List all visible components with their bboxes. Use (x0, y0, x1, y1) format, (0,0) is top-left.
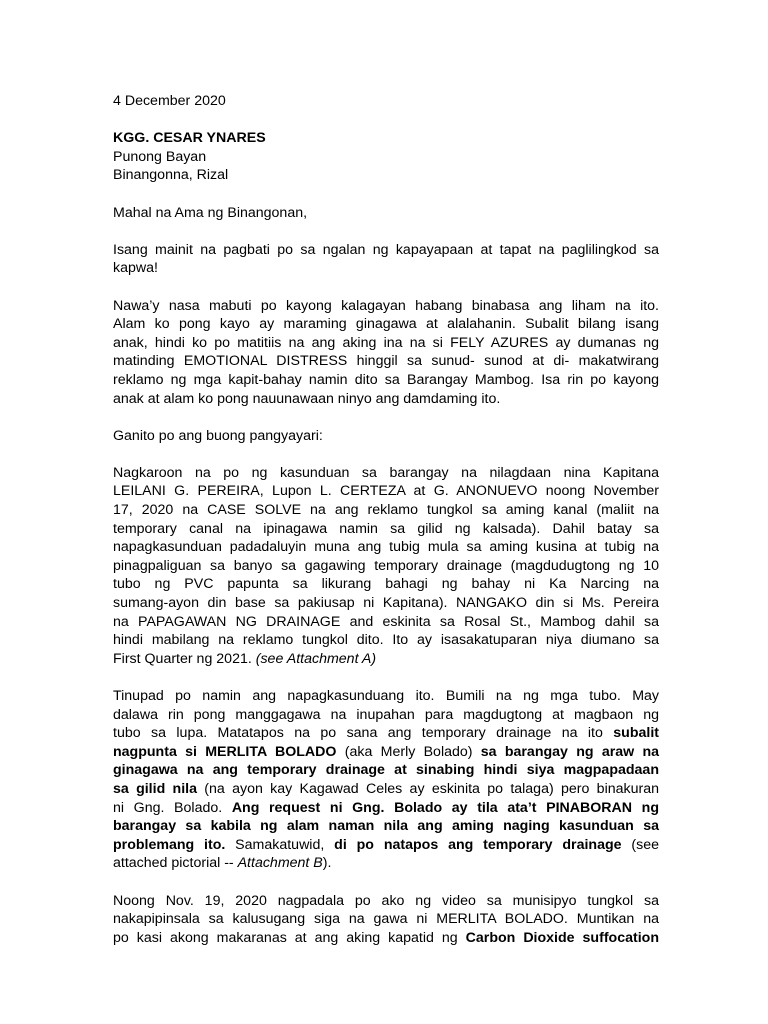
paragraph-line: pinagpaliguan sa banyo sa gagawing temporary drainage (magdudugtong ng 10 (113, 557, 659, 574)
paragraph-line (113, 724, 659, 743)
text-span: tubo sa lupa. Matatapos na po sana ang temporary drainage na ito (113, 725, 614, 742)
paragraph-drainage (113, 687, 659, 873)
paragraph-line (113, 650, 659, 669)
attachment-b-reference: Attachment B (237, 855, 323, 872)
bold-span: Carbon Dioxide suffocation (465, 929, 659, 946)
attachment-a-reference: (see Attachment A) (255, 650, 377, 667)
paragraph-line (113, 780, 659, 799)
recipient-name: KGG. CESAR YNARES (113, 130, 266, 147)
paragraph-line (113, 799, 659, 818)
bold-span: sa barangay ng araw na (480, 743, 660, 760)
paragraph-line: anak at alam ko pong nauunawaan ninyo ang damdaming ito. (113, 390, 501, 407)
paragraph-line: Nagkaroon na po ng kasunduan sa barangay na nilagdaan nina Kapitana (113, 464, 659, 481)
text-span: ). (322, 855, 332, 872)
bold-span: nagpunta si MERLITA BOLADO (113, 743, 337, 760)
paragraph-line: 17, 2020 na CASE SOLVE na ang reklamo tungkol sa aming kanal (maliit na (113, 502, 659, 519)
paragraph-line: sumang-ayon din base sa pakiusap ni Kapitana). NANGAKO din si Ms. Pereira (113, 595, 659, 612)
paragraph-line: nakapipinsala sa kalusugang siga na gawa ni MERLITA BOLADO. Muntikan na (113, 911, 659, 928)
text-span: (na ayon kay Kagawad Celes ay eskinita po talaga) pero binakuran (196, 780, 659, 797)
paragraph-line (113, 854, 659, 873)
paragraph-line: Tinupad po namin ang napagkasunduang ito. Bumili na ng mga tubo. May (113, 688, 659, 704)
paragraph-line: temporary canal na ipinagawa namin sa gilid ng kalsada). Dahil batay sa (113, 520, 659, 537)
paragraph-line: hindi mabilang na reklamo tungkol dito. Ito ay isasakatuparan niya diumano sa (113, 632, 659, 649)
paragraph-video (113, 892, 659, 948)
text-span: ni Gng. Bolado. (113, 799, 232, 816)
paragraph-line: kapwa! (113, 260, 158, 277)
paragraph-line: anak, hindi ko po matitiis na ang aking ina na si FELY AZURES ay dumanas ng (113, 334, 659, 351)
paragraph-agreement (113, 464, 659, 669)
bold-span: subalit (613, 725, 659, 742)
paragraph-line: reklamo ng mga kapit-bahay namin dito sa Barangay Mambog. Isa rin po kayong (113, 371, 659, 388)
bold-span: sa gilid nila (113, 780, 197, 797)
text-span: (see (621, 836, 659, 853)
paragraph-line (113, 929, 659, 948)
letter-date: 4 December 2020 (113, 93, 226, 109)
paragraph-greeting (113, 241, 659, 278)
paragraph-line: barangay sa kabila ng alam naman nila ang aming naging kasunduan sa (113, 818, 659, 835)
recipient-title: Punong Bayan (113, 148, 207, 165)
paragraph-line: Noong Nov. 19, 2020 nagpadala po ako ng video sa munisipyo tungkol sa (113, 892, 659, 909)
paragraph-line: matinding EMOTIONAL DISTRESS hinggil sa sunud- sunod at di- makatwirang (113, 353, 659, 370)
paragraph-line (113, 836, 659, 855)
paragraph-line: Alam ko pong kayo ay maraming ginagawa at alalahanin. Subalit bilang isang (113, 316, 659, 333)
paragraph-line: napagkasunduan padadaluyin muna ang tubig mula sa aming kusina at tubig na (113, 539, 659, 556)
paragraph-line: ginagawa na ang temporary drainage at sinabing hindi siya magpapadaan (113, 762, 659, 779)
paragraph-line: LEILANI G. PEREIRA, Lupon L. CERTEZA at G. ANONUEVO noong November (113, 483, 659, 500)
paragraph-line (113, 743, 659, 762)
text-span: Samakatuwid, (225, 836, 335, 853)
letter-page (113, 92, 659, 947)
text-span: attached pictorial -- (113, 855, 238, 872)
text-span: First Quarter ng 2021. (113, 650, 256, 667)
paragraph-intro: Ganito po ang buong pangyayari: (113, 427, 323, 444)
paragraph-line: Isang mainit na pagbati po sa ngalan ng kapayapaan at tapat na paglilingkod sa (113, 241, 659, 258)
text-span: (aka Merly Bolado) (336, 743, 481, 760)
bold-span: problemang ito. (113, 836, 226, 853)
paragraph-line: dalawa rin pong manggagawa na inupahan para magdugtong at magbaon ng (113, 706, 659, 723)
bold-span: di po natapos ang temporary drainage (334, 836, 622, 853)
paragraph-line: na PAPAGAWAN NG DRAINAGE and eskinita sa Rosal St., Mambog dahil sa (113, 613, 659, 630)
recipient-location: Binangonna, Rizal (113, 167, 229, 184)
salutation: Mahal na Ama ng Binangonan, (113, 204, 308, 221)
paragraph-wellbeing (113, 297, 659, 409)
bold-span: Ang request ni Gng. Bolado ay tila ata’t PINABORAN ng (231, 799, 659, 816)
paragraph-line: Nawa’y nasa mabuti po kayong kalagayan habang binabasa ang liham na ito. (113, 297, 659, 314)
paragraph-line: tubo ng PVC papunta sa likurang bahagi ng bahay ni Ka Narcing na (113, 576, 659, 593)
text-span: po kasi akong makaranas at ang aking kapatid ng (113, 929, 466, 946)
